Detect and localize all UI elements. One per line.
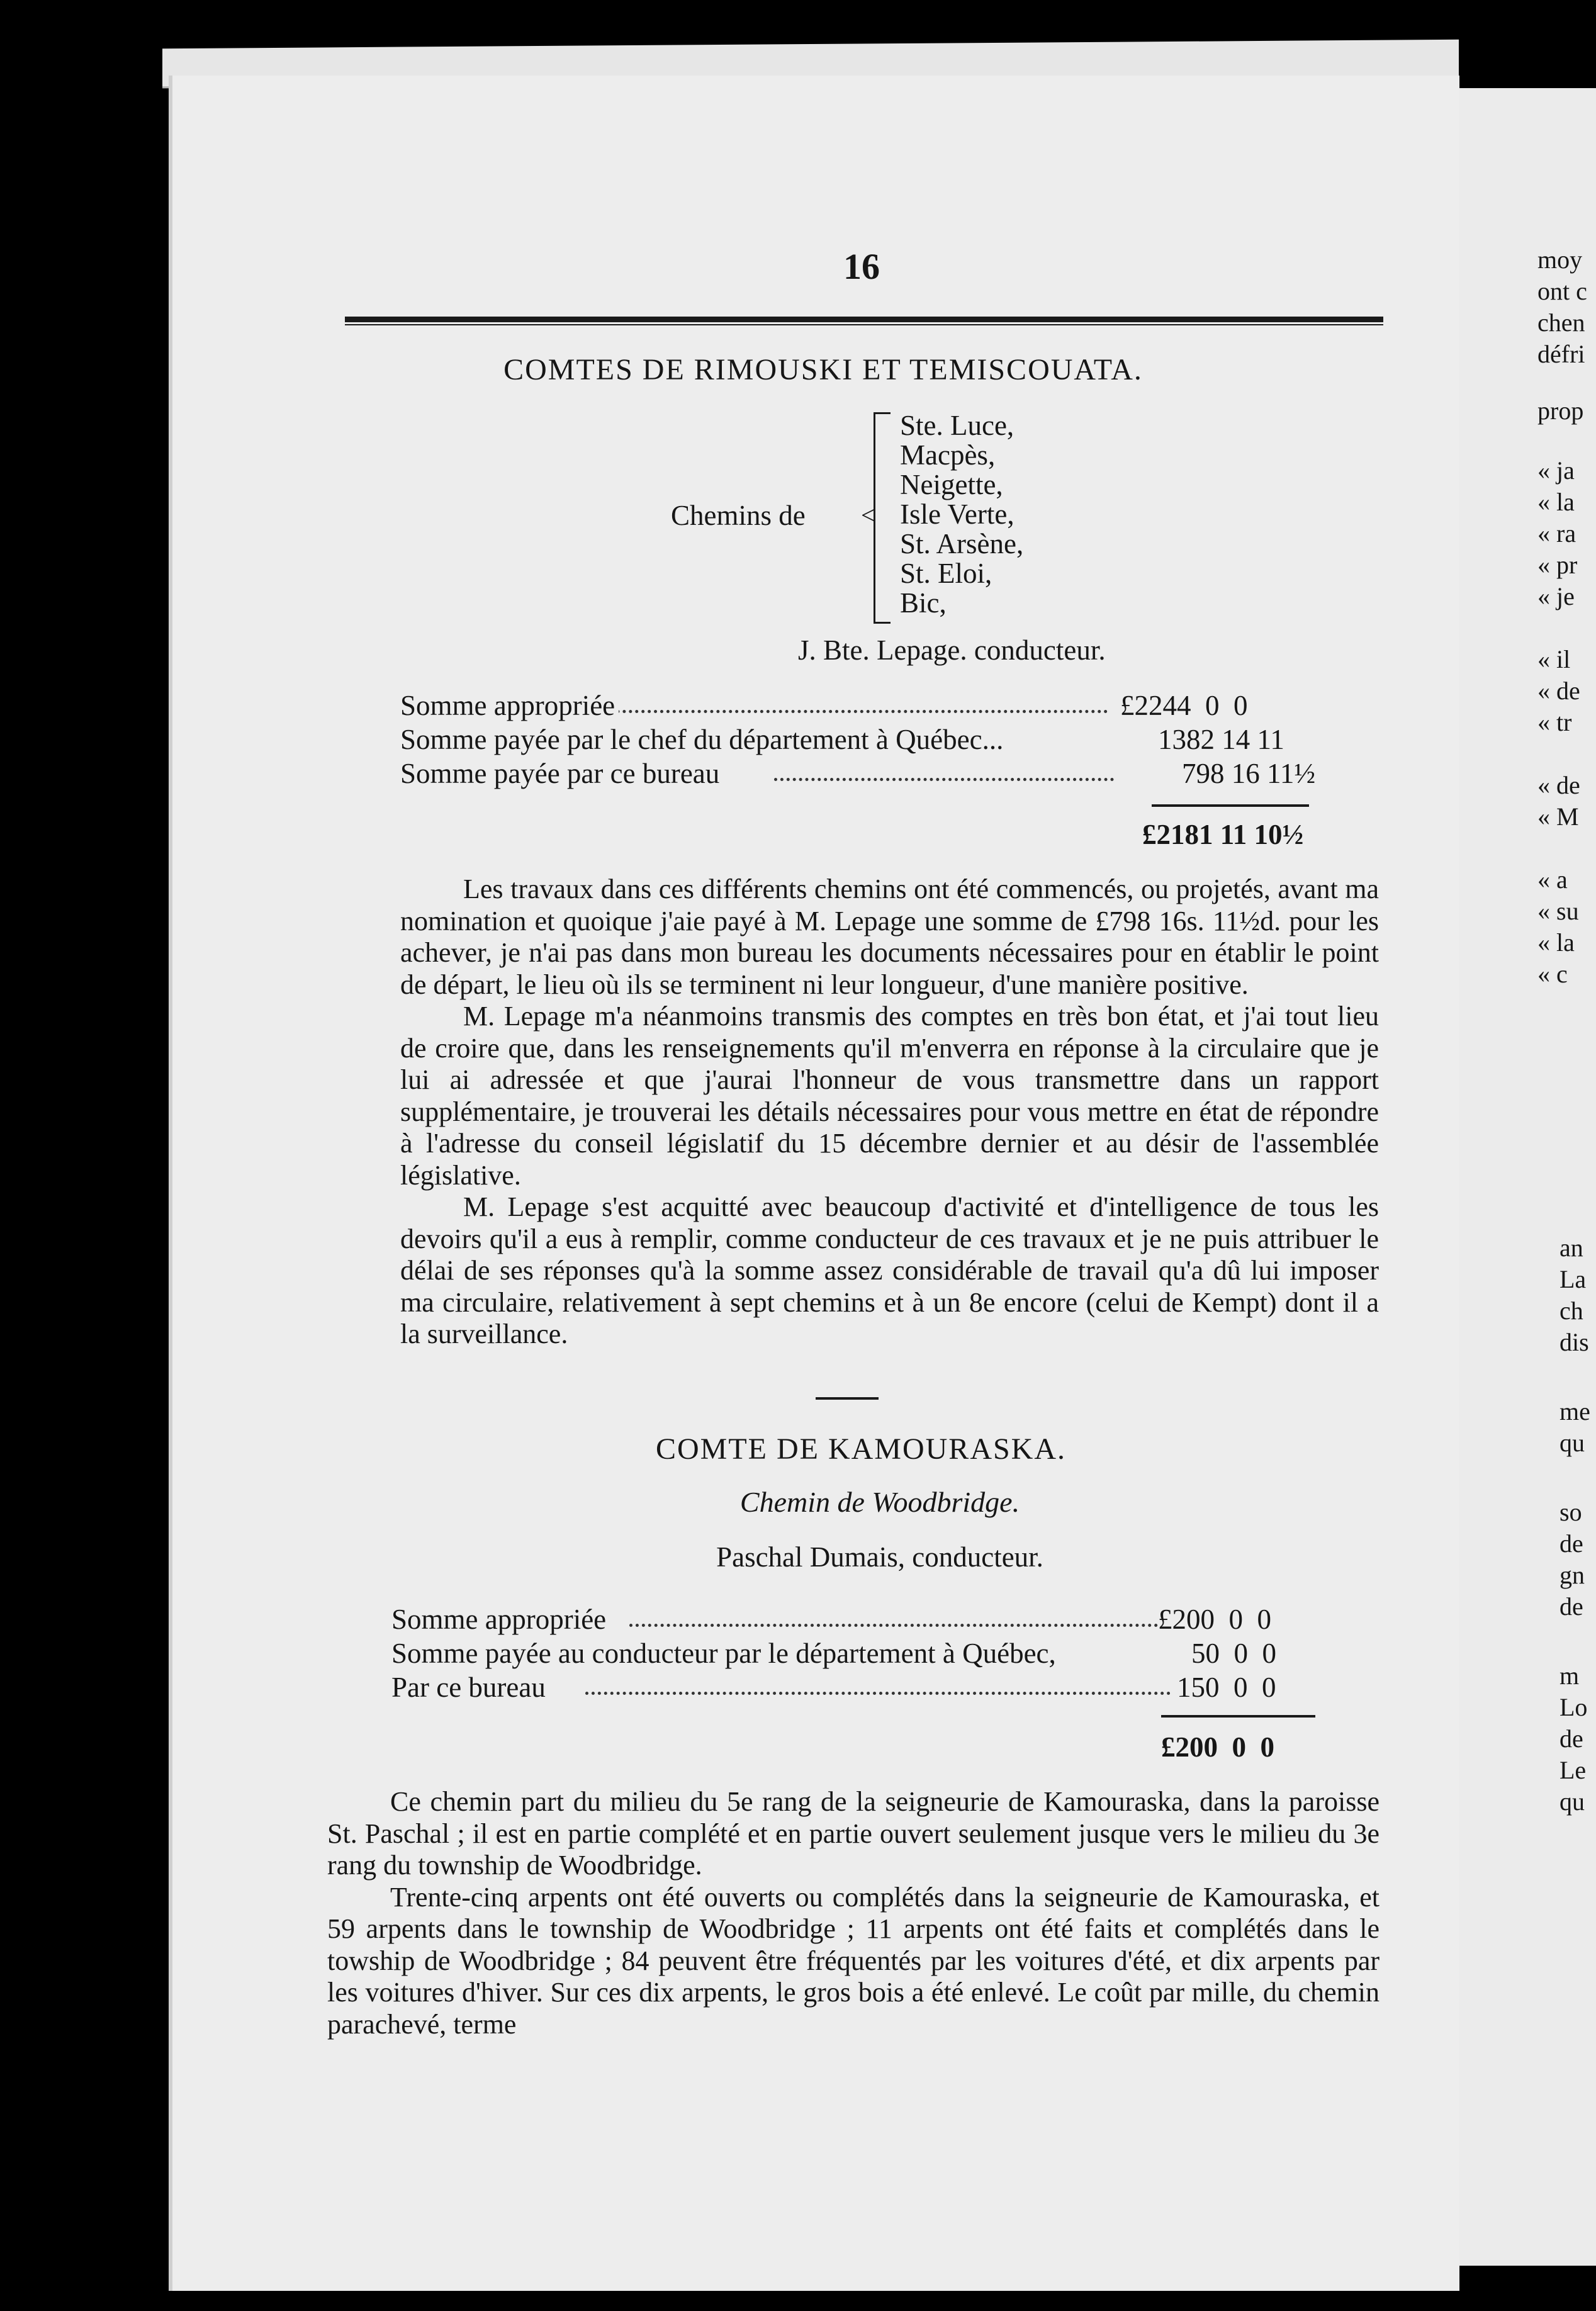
ledger-label: Somme payée par ce bureau [400, 757, 723, 790]
facing-page-fragment: « il [1537, 645, 1571, 673]
facing-page-fragment: so [1559, 1498, 1582, 1526]
ledger-amount: £2244 0 0 [1120, 690, 1248, 721]
facing-page-fragment: Lo [1559, 1693, 1588, 1721]
facing-page-fragment: défri [1537, 340, 1585, 368]
ledger-label: Somme appropriée [400, 689, 619, 722]
section-divider [816, 1397, 879, 1400]
facing-page-fragment: gn [1559, 1561, 1585, 1589]
facing-page-fragment: « a [1537, 865, 1568, 894]
ledger-amount: 798 16 11½ [1182, 758, 1316, 789]
facing-page-fragment: La [1559, 1265, 1587, 1293]
roads-label: Chemins de [671, 500, 806, 531]
leader-dots [774, 778, 1114, 781]
section2-conductor: Paschal Dumais, conducteur. [716, 1541, 1043, 1573]
leader-dots [566, 710, 1108, 713]
leader-dots [629, 1624, 1158, 1627]
header-rule-thin [345, 324, 1383, 325]
ledger-label: Par ce bureau [391, 1671, 549, 1704]
ledger-label: Somme payée par le chef du département à Québec... [400, 723, 1007, 756]
facing-page-fragment: « c [1537, 960, 1568, 988]
facing-page-fragment: « la [1537, 488, 1575, 516]
leader-dots [585, 1692, 1171, 1695]
facing-page-fragment: chen [1537, 308, 1585, 337]
facing-page-fragment: « je [1537, 582, 1575, 610]
facing-page-fragment: de [1559, 1529, 1583, 1558]
paragraph: Les travaux dans ces différents chemins ont été commencés, ou projetés, avant ma nomination et quoique j'aie payé à M. Lepage une somme de £798 16s. 11½d. pour les achever, je n'ai pas dans mon bureau les documents nécessaires pour en établir le point de départ, le lieu où ils se terminent ni leur longueur, d'une manière positive. [400, 874, 1379, 1000]
section1-body [400, 874, 1379, 1351]
road-item: Bic, [900, 587, 947, 619]
facing-page-fragment: prop [1537, 396, 1584, 425]
road-item: St. Arsène, [900, 528, 1024, 559]
road-item: Neigette, [900, 469, 1003, 500]
facing-page-fragment: dis [1559, 1328, 1589, 1356]
facing-page-fragment: « la [1537, 928, 1575, 957]
roads-brace [874, 412, 891, 624]
facing-page-fragment: me [1559, 1397, 1590, 1425]
paragraph: M. Lepage s'est acquitté avec beaucoup d'activité et d'intelligence de tous les devoirs qu'il a eus à remplir, comme conducteur de ces travaux et je ne puis attribuer le délai de ses réponses qu'à la somme assez considérable de travail qu'a dû lui imposer ma circulaire, relativement à sept chemins et à un 8e encore (celui de Kempt) dont il a la surveillance. [400, 1191, 1379, 1349]
facing-page-fragment: Le [1559, 1756, 1587, 1784]
page-number: 16 [843, 246, 880, 287]
section2-title: COMTE DE KAMOURASKA. [655, 1432, 1067, 1466]
facing-page [1459, 88, 1596, 2266]
road-item: St. Eloi, [900, 558, 992, 589]
road-item: Macpès, [900, 439, 996, 471]
facing-page-fragment: qu [1559, 1429, 1585, 1457]
road-item: Isle Verte, [900, 498, 1014, 530]
facing-page-fragment: moy [1537, 245, 1583, 274]
paragraph: Trente-cinq arpents ont été ouverts ou complétés dans la seigneurie de Kamouraska, et 59 arpents dans le township de Woodbridge ; 11 arpents ont été faits et complétés dans le towship de Woodbridge ; 84 peuvent être fréquentés par les voitures d'été, et dix arpents par les voitures d'hiver. Sur ces dix arpents, le gros bois a été enlevé. Le coût par mille, du chemin parachevé, terme [327, 1881, 1380, 2040]
paragraph: Ce chemin part du milieu du 5e rang de la seigneurie de Kamouraska, dans la paroisse St. Paschal ; il est en partie complété et en partie ouvert seulement jusque vers le milieu du 3e rang du township de Woodbridge. [327, 1786, 1380, 1881]
facing-page-fragment: ch [1559, 1296, 1583, 1325]
facing-page-fragment: m [1559, 1662, 1580, 1690]
paragraph: M. Lepage m'a néanmoins transmis des comptes en très bon état, et j'ai tout lieu de croire que, dans les renseignements qu'il m'enverra en réponse à la circulaire que je lui ai adressée et que j'aurai l'honneur de vous transmettre dans un rapport supplémentaire, je trouverai les détails nécessaires pour vous mettre en état de répondre à l'adresse du conseil législatif du 15 décembre dernier et au désir de l'assemblée législative. [400, 1001, 1379, 1191]
section2-subtitle: Chemin de Woodbridge. [739, 1486, 1020, 1518]
facing-page-fragment: « su [1537, 897, 1579, 925]
header-rule [345, 317, 1383, 322]
road-item: Ste. Luce, [900, 410, 1014, 441]
total-rule [1161, 1715, 1315, 1718]
facing-page-fragment: « pr [1537, 551, 1578, 579]
facing-page-fragment: « ja [1537, 456, 1575, 485]
ledger-amount: 1382 14 11 [1158, 724, 1284, 755]
brace-point: < [861, 501, 875, 529]
ledger-amount: £200 0 0 [1158, 1604, 1271, 1635]
ledger-total: £2181 11 10½ [1142, 819, 1304, 850]
section1-conductor: J. Bte. Lepage. conducteur. [798, 634, 1106, 666]
facing-page-fragment: qu [1559, 1787, 1585, 1816]
facing-page-fragment: « ra [1537, 519, 1576, 548]
facing-page-fragment: « tr [1537, 708, 1572, 736]
facing-page-fragment: « de [1537, 771, 1580, 799]
section1-title: COMTES DE RIMOUSKI ET TEMISCOUATA. [503, 353, 1143, 386]
facing-page-fragment: de [1559, 1724, 1583, 1753]
facing-page-fragment: « de [1537, 677, 1580, 705]
facing-page-fragment: de [1559, 1592, 1583, 1621]
total-rule [1152, 804, 1309, 807]
ledger-label: Somme appropriée [391, 1603, 610, 1636]
ledger-amount: 150 0 0 [1177, 1672, 1276, 1703]
ledger-amount: 50 0 0 [1191, 1638, 1276, 1669]
ledger-label: Somme payée au conducteur par le département à Québec, [391, 1637, 1060, 1670]
facing-page-fragment: an [1559, 1234, 1583, 1262]
section2-body [327, 1786, 1380, 2040]
facing-page-fragment: « M [1537, 802, 1579, 831]
facing-page-fragment: ont c [1537, 277, 1587, 305]
ledger-total: £200 0 0 [1161, 1731, 1274, 1763]
